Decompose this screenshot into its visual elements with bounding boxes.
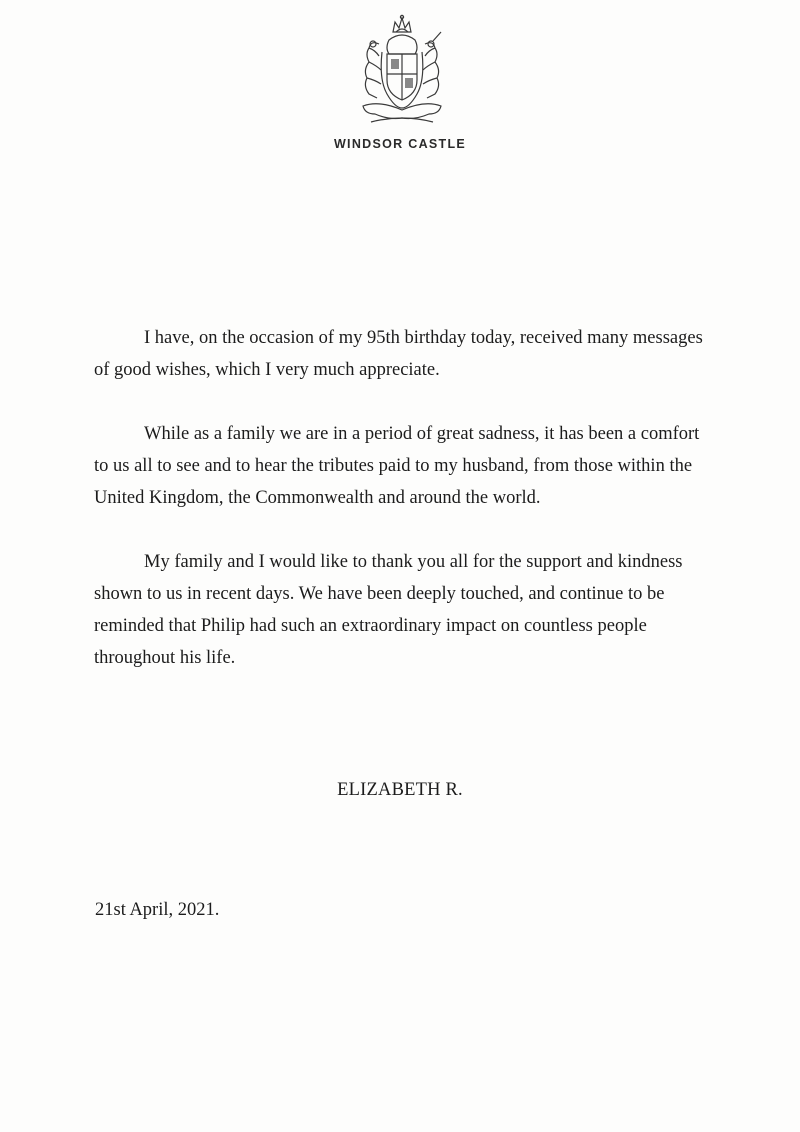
letter-paragraph: I have, on the occasion of my 95th birthday today, received many messages of good wishes, which I very much appreciate. — [94, 328, 703, 380]
letter-paragraph: My family and I would like to thank you all for the support and kindness shown to us in recent days. We have been deeply touched, and continue to be reminded that Philip had such an extraordinary impact on countless people throughout his life. — [94, 552, 683, 668]
signature: ELIZABETH R. — [337, 780, 463, 800]
letterhead-location: WINDSOR CASTLE — [333, 137, 467, 151]
royal-coat-of-arms-icon — [349, 14, 455, 126]
letter-paragraph: While as a family we are in a period of great sadness, it has been a comfort to us all to see and to hear the tributes paid to my husband, from those within the United Kingdom, the Commonwealth and around the world. — [94, 424, 700, 508]
letter-body — [94, 322, 714, 706]
letter-date: 21st April, 2021. — [95, 900, 220, 920]
